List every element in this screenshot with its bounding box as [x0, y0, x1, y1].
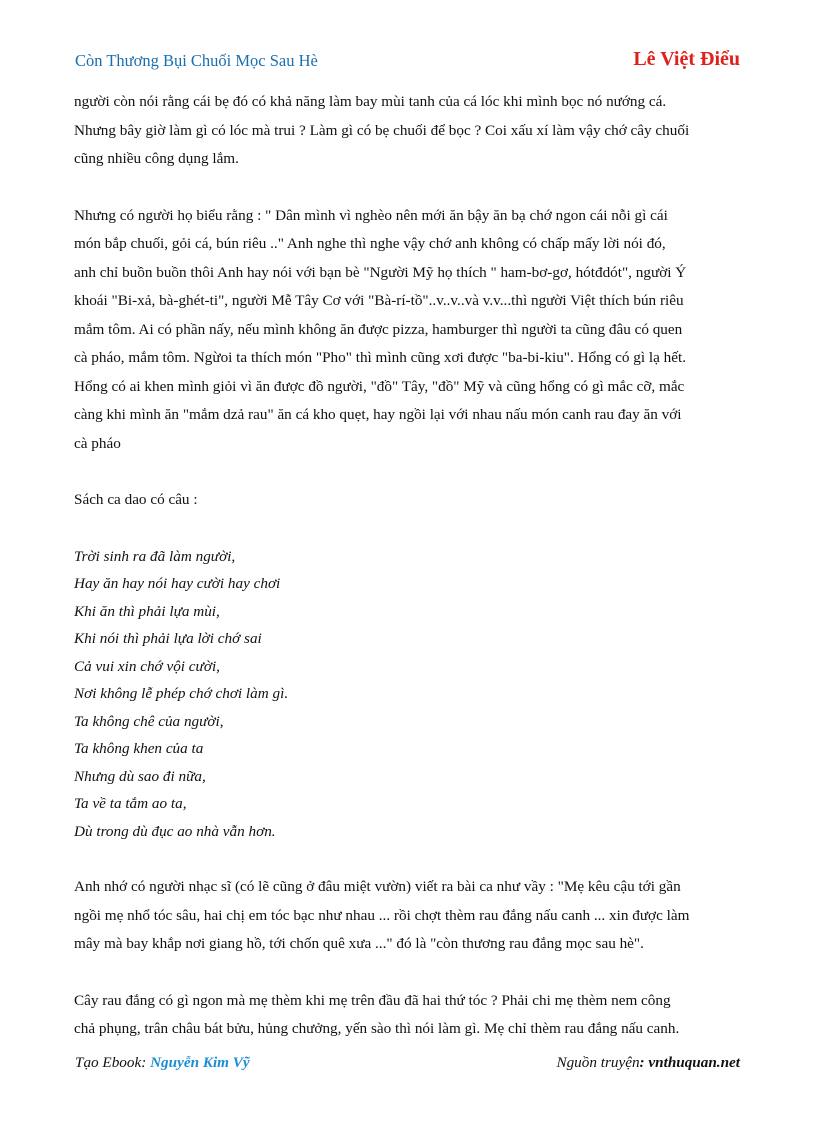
footer-ebook-credit: Tạo Ebook: Nguyễn Kim Vỹ	[75, 1054, 250, 1071]
document-body	[74, 88, 754, 1072]
poem-line: Nhưng dù sao đi nữa,	[74, 767, 206, 785]
paragraph: Cây rau đắng có gì ngon mà mẹ thèm khi mẹ trên đầu đã hai thứ tóc ? Phải chi mẹ thèm nem công chả phụng, trân châu bát bửu, hủng chưởng, yến sào thì nói làm gì. Mẹ chỉ thèm rau đắng nấu canh.	[74, 991, 680, 1037]
poem-line: Dù trong dù đục ao nhà vẫn hơn.	[74, 822, 276, 840]
poem-line: Khi ăn thì phải lựa mùi,	[74, 602, 220, 620]
poem-line: Cả vui xin chớ vội cười,	[74, 657, 220, 675]
header-author: Lê Việt Điểu	[633, 48, 740, 70]
poem-line: Ta không chê của người,	[74, 712, 224, 730]
poem-line: Hay ăn hay nói hay cười hay chơi	[74, 575, 281, 592]
poem-line: Ta về ta tắm ao ta,	[74, 795, 187, 812]
header-title: Còn Thương Bụi Chuối Mọc Sau Hè	[75, 51, 318, 70]
paragraph: Nhưng có người họ biểu rằng : " Dân mình vì nghèo nên mới ăn bậy ăn bạ chớ ngon cái nỗi gì cái món bắp chuối, gỏi cá, bún riêu .." Anh nghe thì nghe vậy chớ anh không có chấp mấy lời nói đó, anh chỉ buồn buồn thôi Anh hay nói với bạn bè "Người Mỹ họ thích " ham-bơ-gơ, hótđdót", người Ý khoái "Bi-xả, bà-ghét-ti", người Mễ Tây Cơ với "Bà-rí-tồ"..v..v..và v.v...thì người Việt thích bún riêu mắm tôm. Ai có phần nấy, nếu mình không ăn được pizza, hamburger thì người ta cũng đâu có quen cà pháo, mắm tôm. Ngừoi ta thích món "Pho" thì mình cũng xơi được "ba-bi-kiu". Hổng có gì lạ hết. Hổng có ai khen mình giỏi vì ăn được đồ người, "đồ" Tây, "đồ" Mỹ và cũng hổng có gì mắc cỡ, mắc càng khi mình ăn "mắm dzả rau" ăn cá kho quẹt, hay ngồi lại với nhau nấu món canh rau đay ăn với cà pháo	[74, 206, 687, 452]
footer-source-credit: Nguồn truyện: vnthuquan.net	[556, 1054, 740, 1071]
poem	[74, 543, 754, 846]
poem-line: Nơi không lễ phép chớ chơi làm gì.	[74, 685, 289, 702]
ebook-label: Tạo Ebook	[75, 1054, 142, 1071]
poem-line: Khi nói thì phải lựa lời chớ sai	[74, 630, 262, 647]
source-label: Nguồn truyện	[556, 1054, 640, 1071]
paragraph: Sách ca dao có câu :	[74, 491, 198, 508]
poem-line: Trời sinh ra đã làm người,	[74, 547, 236, 565]
poem-line: Ta không khen của ta	[74, 740, 204, 757]
source-name: vnthuquan.net	[648, 1054, 740, 1071]
paragraph: người còn nói rằng cái bẹ đó có khả năng làm bay mùi tanh của cá lóc khi mình bọc nó nướng cá. Nhưng bây giờ làm gì có lóc mà trui ? Làm gì có bẹ chuối để bọc ? Coi xấu xí làm vậy chớ cây chuối cũng nhiều công dụng lắm.	[74, 93, 690, 167]
paragraph: Anh nhớ có người nhạc sĩ (có lẽ cũng ở đâu miệt vườn) viết ra bài ca như vầy : "Mẹ kêu cậu tới gần ngồi mẹ nhổ tóc sâu, hai chị em tóc bạc như nhau ... rồi chợt thèm rau đắng nấu canh ... xin được làm mây mà bay khắp nơi giang hồ, tới chốn quê xưa ..." đó là "còn thương rau đắng mọc sau hè".	[74, 878, 690, 952]
ebook-name: Nguyễn Kim Vỹ	[150, 1054, 250, 1071]
